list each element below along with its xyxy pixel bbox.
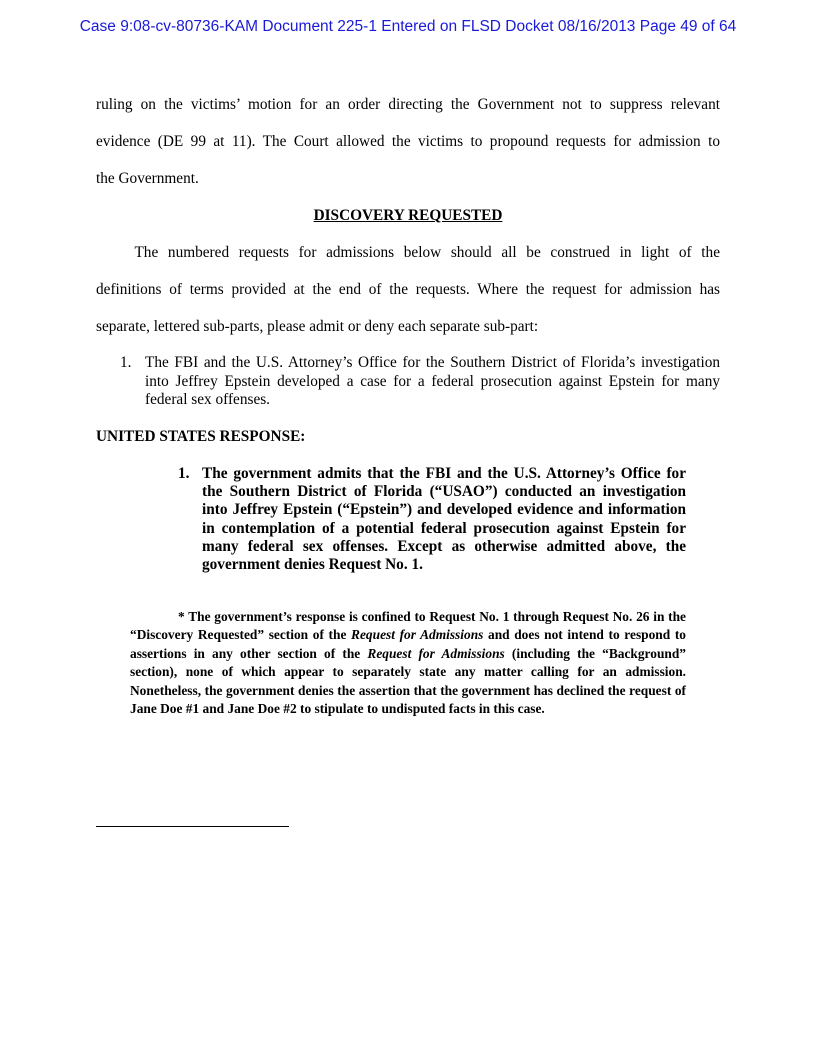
footnote-paragraph <box>130 608 686 718</box>
footnote-part-1: * The government’s response is confined to Request No. 1 through Request No. 26 in the “Discovery Requested” section of the <box>130 609 686 643</box>
intro-line-2: evidence (DE 99 at 11). The Court allowed the victims to propound requests for admission to <box>96 133 720 150</box>
footnote-part-2: and does not intend to respond to assertions in any other section of the <box>130 627 686 661</box>
intro-line-3: the Government. <box>96 170 199 187</box>
footnote-part-3: (including the “Background” section), none of which appear to separately state any matter calling for an admission. Nonetheless, the government denies the assertion that the government has declined the request of Jane Doe #1 and Jane Doe #2 to stipulate to undisputed facts in this case. <box>130 645 686 717</box>
request-item-1 <box>120 354 720 410</box>
docket-header-stamp: Case 9:08-cv-80736-KAM Document 225-1 Entered on FLSD Docket 08/16/2013 Page 49 of 64 <box>79 18 737 35</box>
request-text: The FBI and the U.S. Attorney’s Office for the Southern District of Florida’s investigation into Jeffrey Epstein developed a case for a federal prosecution against Epstein for many federal sex offenses. <box>145 354 720 408</box>
response-number: 1. <box>178 465 190 482</box>
section-heading: DISCOVERY REQUESTED <box>313 207 503 224</box>
request-number: 1. <box>120 354 132 371</box>
footnote-italic-2: Request for Admissions <box>367 645 505 661</box>
intro-line-1: ruling on the victims’ motion for an order directing the Government not to suppress relevant <box>96 96 720 113</box>
response-label: UNITED STATES RESPONSE: <box>96 428 306 445</box>
response-text: The government admits that the FBI and the U.S. Attorney’s Office for the Southern District of Florida (“USAO”) conducted an investigation into Jeffrey Epstein (“Epstein”) and developed evidence and information in contemplation of a potential federal prosecution against Epstein for many federal sex offenses. Except as otherwise admitted above, the government denies Request No. 1. <box>202 465 686 574</box>
section-line-1: The numbered requests for admissions below should all be construed in light of the <box>96 244 720 261</box>
footnote-italic-1: Request for Admissions <box>351 627 484 643</box>
section-line-3: separate, lettered sub-parts, please admit or deny each separate sub-part: <box>96 318 539 335</box>
section-line-2: definitions of terms provided at the end of the requests. Where the request for admission has <box>96 281 720 298</box>
footnote-separator-line <box>96 826 289 827</box>
response-item-1 <box>178 465 686 574</box>
